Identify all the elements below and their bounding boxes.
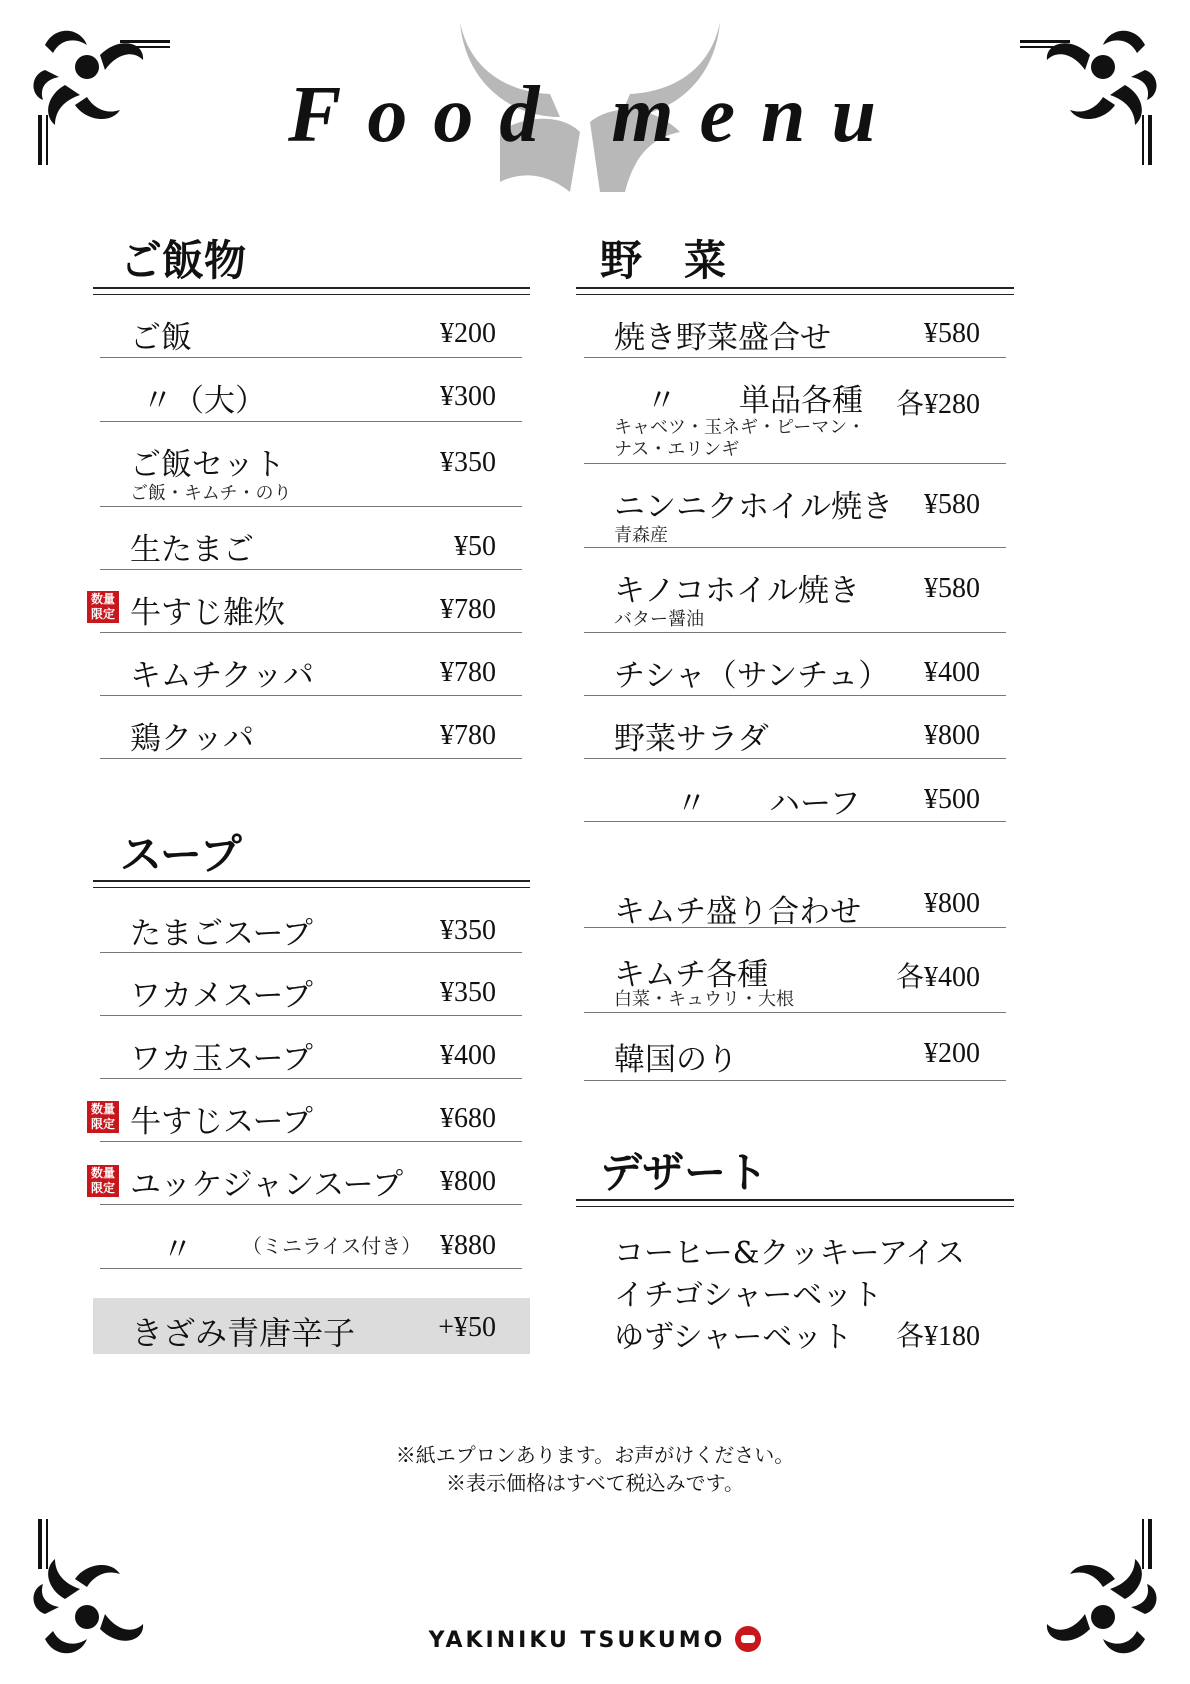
item-name: ご飯セット (130, 447, 285, 483)
dessert-item: ゆずシャーベット (614, 1320, 853, 1355)
section-rule (576, 287, 1014, 295)
item-name: 〃（大） (142, 383, 266, 419)
item-name: 〃 ハーフ (676, 786, 861, 822)
item-price: ¥800 (924, 720, 980, 751)
limited-quantity-badge: 数量 限定 (87, 1165, 119, 1197)
item-price: ¥800 (924, 888, 980, 919)
item-description: 白菜・キュウリ・大根 (614, 989, 794, 1010)
item-name: キムチクッパ (130, 658, 314, 694)
item-name: 鶏クッパ (130, 721, 254, 757)
item-name: ご飯 (130, 320, 192, 356)
footer-note: ※表示価格はすべて税込みです。 (446, 1471, 744, 1495)
menu-row (100, 695, 522, 759)
item-price: ¥200 (924, 1038, 980, 1069)
item-price: ¥400 (440, 1040, 496, 1071)
footer-note: ※紙エプロンあります。お声がけください。 (395, 1443, 795, 1467)
menu-row (584, 357, 1006, 464)
item-name: たまごスープ (130, 916, 313, 952)
dessert-item: イチゴシャーベット (614, 1278, 883, 1313)
section-title-dessert: デザート (600, 1148, 769, 1197)
topping-box (93, 1298, 530, 1354)
item-price: 各¥280 (895, 389, 980, 420)
menu-row (100, 1141, 522, 1205)
item-price: ¥350 (440, 915, 496, 946)
item-description: ご飯・キムチ・のり (130, 483, 292, 504)
item-name: 〃 (162, 1232, 193, 1268)
item-name: 牛すじスープ (130, 1104, 313, 1140)
brand-logo-icon (735, 1626, 761, 1652)
section-rule (93, 287, 530, 295)
menu-row (100, 1078, 522, 1142)
item-price: ¥50 (454, 531, 496, 562)
limited-quantity-badge: 数量 限定 (87, 1101, 119, 1133)
item-price: ¥580 (924, 573, 980, 604)
item-price: ¥300 (440, 381, 496, 412)
limited-quantity-badge: 数量 限定 (87, 591, 119, 623)
page-title: Food menu (287, 71, 903, 159)
item-price: ¥580 (924, 318, 980, 349)
item-name: 野菜サラダ (614, 721, 769, 757)
menu-row (584, 463, 1006, 548)
menu-row (100, 632, 522, 696)
item-price: ¥680 (440, 1103, 496, 1134)
item-description: キャベツ・玉ネギ・ピーマン・ (614, 417, 866, 438)
item-name: 韓国のり (614, 1042, 738, 1078)
section-rule (93, 880, 530, 888)
menu-row (100, 569, 522, 633)
item-price: ¥400 (924, 657, 980, 688)
menu-row (100, 1204, 522, 1269)
item-price: ¥800 (440, 1166, 496, 1197)
item-name: 生たまご (130, 532, 254, 568)
item-name: 焼き野菜盛合せ (614, 320, 831, 356)
item-name: キムチ各種 (614, 957, 769, 993)
item-price: 各¥400 (895, 962, 980, 993)
menu-row (100, 506, 522, 570)
brand-footer (0, 1628, 1190, 1654)
item-name: キノコホイル焼き (614, 573, 860, 609)
menu-row (584, 927, 1006, 1013)
menu-row (100, 890, 522, 953)
brand-name: YAKINIKU TSUKUMO (428, 1628, 726, 1653)
item-name: ワカ玉スープ (130, 1041, 313, 1077)
menu-row (584, 695, 1006, 759)
item-price: ¥350 (440, 447, 496, 478)
item-price: ¥580 (924, 489, 980, 520)
menu-row (584, 300, 1006, 358)
item-price: ¥880 (440, 1230, 496, 1261)
item-name: ワカメスープ (130, 978, 313, 1014)
item-name: ニンニクホイル焼き (614, 489, 893, 525)
menu-row (100, 952, 522, 1016)
menu-row (100, 300, 522, 358)
item-price: ¥780 (440, 720, 496, 751)
topping-price: +¥50 (438, 1312, 496, 1343)
item-price: ¥350 (440, 977, 496, 1008)
dessert-item: コーヒー&クッキーアイス (614, 1236, 966, 1271)
item-price: ¥500 (924, 784, 980, 815)
topping-name: きざみ青唐辛子 (131, 1314, 356, 1352)
menu-row (584, 870, 1006, 928)
item-note: （ミニライス付き） (242, 1234, 422, 1258)
item-description: バター醤油 (614, 609, 704, 630)
menu-row (584, 758, 1006, 822)
dessert-price: 各¥180 (895, 1321, 980, 1352)
item-price: ¥200 (440, 318, 496, 349)
section-title-rice: ご飯物 (120, 236, 247, 285)
section-rule (576, 1199, 1014, 1207)
item-name: 〃 単品各種 (646, 383, 863, 419)
item-price: ¥780 (440, 594, 496, 625)
section-title-soup: スープ (120, 830, 242, 879)
item-description: 青森産 (614, 525, 668, 546)
menu-row (100, 421, 522, 507)
menu-row (584, 1012, 1006, 1081)
item-name: ユッケジャンスープ (130, 1167, 404, 1203)
item-price: ¥780 (440, 657, 496, 688)
item-name: キムチ盛り合わせ (614, 894, 862, 930)
item-name: チシャ（サンチュ） (614, 658, 890, 694)
section-title-vegetables: 野 菜 (600, 236, 727, 285)
menu-row (584, 632, 1006, 696)
menu-row (100, 357, 522, 422)
item-name: 牛すじ雑炊 (130, 595, 285, 631)
menu-row (584, 547, 1006, 633)
item-description: ナス・エリンギ (614, 439, 740, 460)
menu-row (100, 1015, 522, 1079)
